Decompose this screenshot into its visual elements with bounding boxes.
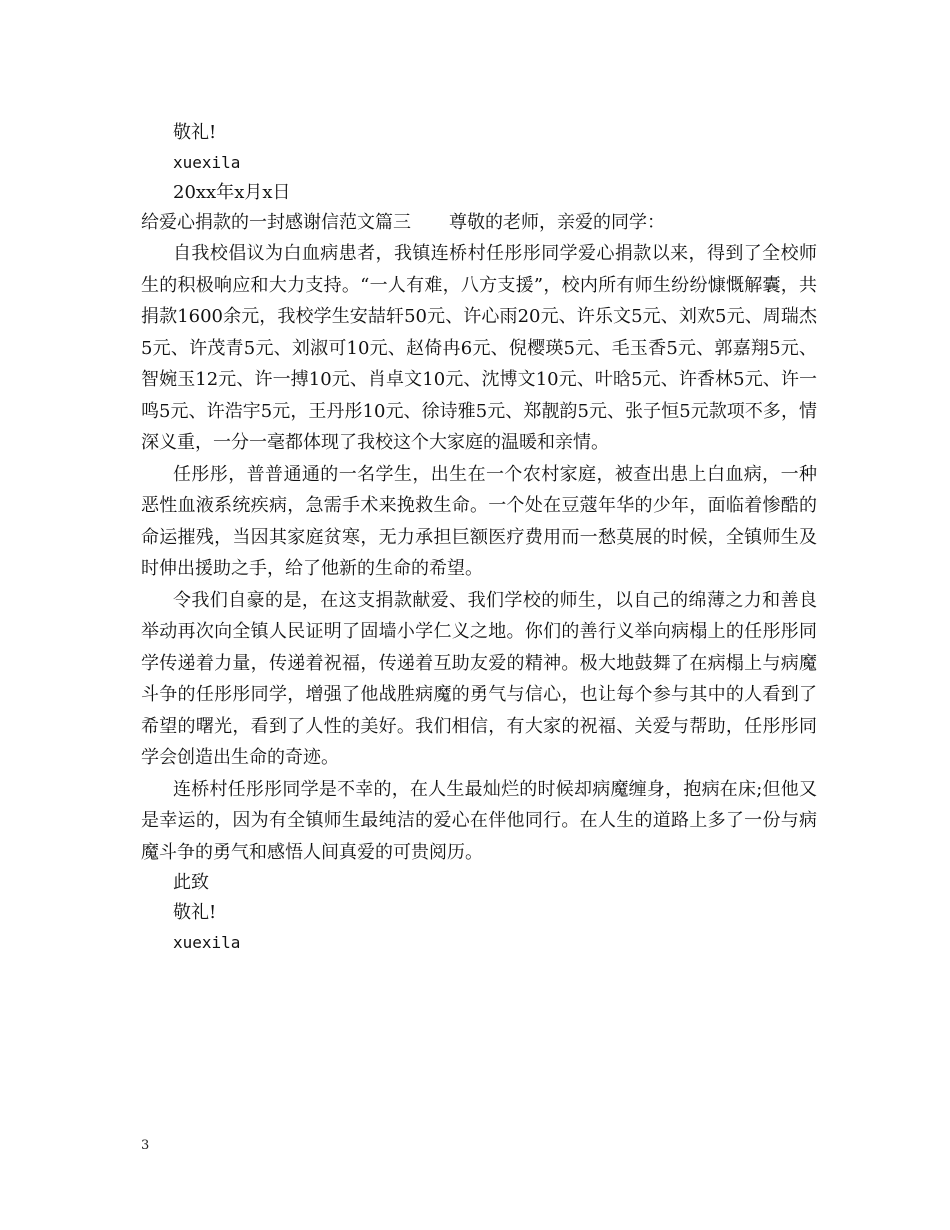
paragraph-fortune: 连桥村任彤彤同学是不幸的，在人生最灿烂的时候却病魔缠身，抱病在床;但他又是幸运的，因为有全镇师生最纯洁的爱心在伴他同行。在人生的道路上多了一份与病魔斗争的勇气和感悟人间真爱的可贵阅历。 (141, 778, 817, 863)
closing-regards: 此致 (173, 872, 209, 893)
paragraph-patient: 任彤彤，普普通通的一名学生，出生在一个农村家庭，被查出患上白血病，一种恶性血液系统疾病，急需手术来挽救生命。一个处在豆蔻年华的少年，面临着惨酷的命运摧残，当因其家庭贫寒，无力承担巨额医疗费用而一愁莫展的时候，全镇师生及时伸出援助之手，给了他新的生命的希望。 (141, 463, 817, 579)
page-number: 3 (141, 1138, 150, 1153)
section-heading (141, 208, 817, 238)
salutation: 尊敬的老师，亲爱的同学： (449, 212, 665, 233)
closing-respect-bottom: 敬礼! (173, 902, 217, 923)
signature-bottom: xuexila (173, 933, 241, 952)
closing-respect: 敬礼! (173, 122, 217, 143)
section-title: 给爱心捐款的一封感谢信范文篇三 (141, 212, 411, 233)
signature: xuexila (173, 153, 241, 172)
paragraph-donations: 自我校倡议为白血病患者，我镇连桥村任彤彤同学爱心捐款以来，得到了全校师生的积极响应和大力支持。“一人有难，八方支援”，校内所有师生纷纷慷慨解囊，共捐款1600余元，我校学生安喆轩50元、许心雨20元、许乐文5元、刘欢5元、周瑞杰5元、许茂青5元、刘淑可10元、赵倚冉6元、倪樱瑛5元、毛玉香5元、郭嘉翔5元、智婉玉12元、许一搏10元、肖卓文10元、沈博文10元、叶晗5元、许香林5元、许一鸣5元、许浩宇5元，王丹彤10元、徐诗雅5元、郑靓韵5元、张子恒5元款项不多，情深义重，一分一毫都体现了我校这个大家庭的温暖和亲情。 (141, 243, 817, 453)
date-line: 20xx年x月x日 (173, 182, 291, 203)
paragraph-pride: 令我们自豪的是，在这支捐款献爱、我们学校的师生，以自己的绵薄之力和善良举动再次向全镇人民证明了固墙小学仁义之地。你们的善行义举向病榻上的任彤彤同学传递着力量，传递着祝福，传递着互助友爱的精神。极大地鼓舞了在病榻上与病魔斗争的任彤彤同学，增强了他战胜病魔的勇气与信心，也让每个参与其中的人看到了希望的曙光，看到了人性的美好。我们相信，有大家的祝福、关爱与帮助，任彤彤同学会创造出生命的奇迹。 (141, 589, 817, 768)
document-body (141, 118, 817, 958)
